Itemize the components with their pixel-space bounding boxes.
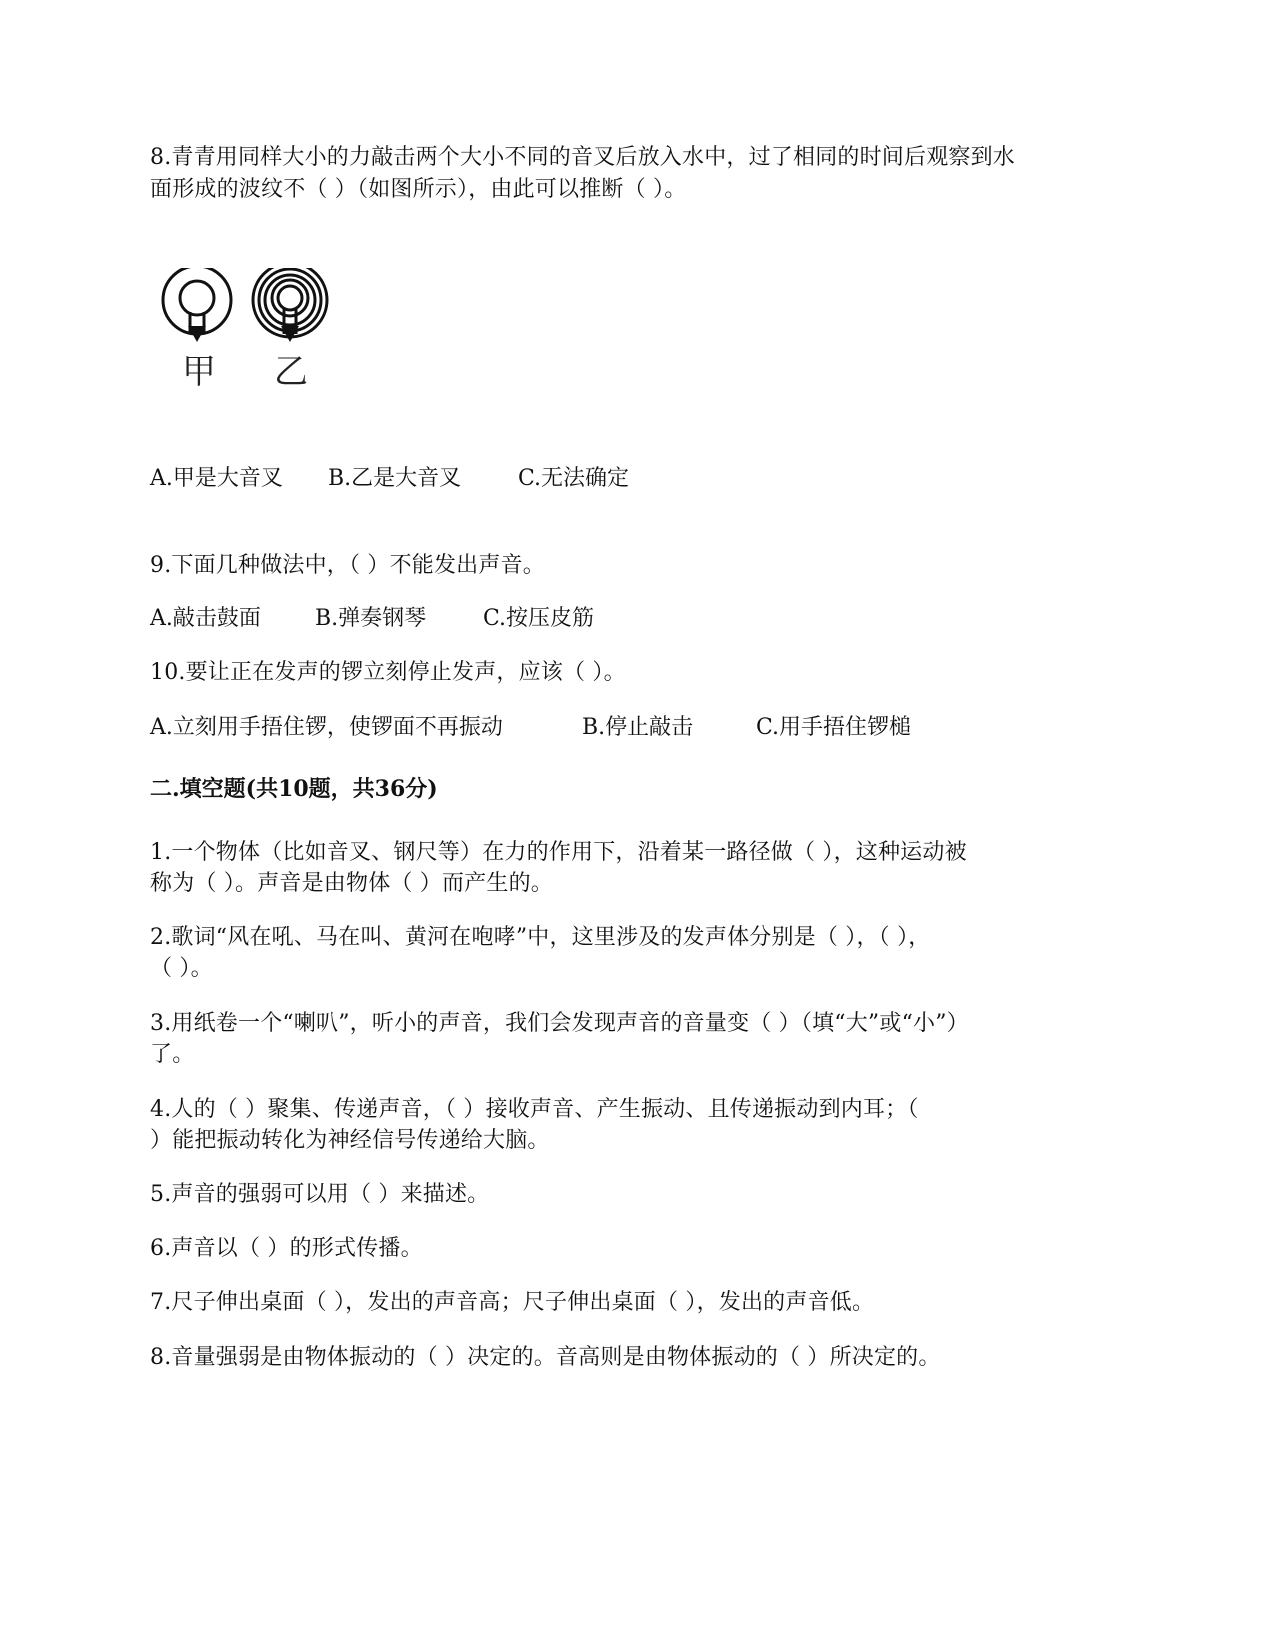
question-9-option-c: C.按压皮筋 <box>483 606 595 631</box>
ripple-b-graphic <box>253 268 327 342</box>
question-10-options <box>150 712 911 744</box>
question-8-options <box>150 463 629 495</box>
tuning-fork-ripple-figure <box>160 268 360 418</box>
fill-question-1-line-1: 1.一个物体（比如音叉、钢尺等）在力的作用下，沿着某一路径做（ ），这种运动被 <box>150 840 967 865</box>
question-9-text: 9.下面几种做法中，（ ）不能发出声音。 <box>150 553 545 578</box>
fill-question-8: 8.音量强弱是由物体振动的（ ）决定的。音高则是由物体振动的（ ）所决定的。 <box>150 1345 941 1370</box>
question-9-option-a: A.敲击鼓面 <box>150 606 261 631</box>
fill-question-2-line-2: （ ）。 <box>150 956 213 981</box>
section-2-heading: 二.填空题(共10题，共36分) <box>150 776 438 802</box>
fill-question-2-line-1: 2.歌词“风在吼、马在叫、黄河在咆哮”中，这里涉及的发声体分别是（ ），（ ）， <box>150 925 931 950</box>
question-9-options <box>150 603 594 635</box>
fill-question-7: 7.尺子伸出桌面（ ），发出的声音高；尺子伸出桌面（ ），发出的声音低。 <box>150 1290 875 1315</box>
question-8-option-b: B.乙是大音叉 <box>328 466 462 491</box>
ripple-a-graphic <box>163 268 231 342</box>
fill-question-3-line-2: 了。 <box>150 1042 195 1067</box>
question-10-option-a: A.立刻用手捂住锣，使锣面不再振动 <box>150 715 503 740</box>
question-10-text: 10.要让正在发声的锣立刻停止发声，应该（ ）。 <box>150 660 626 685</box>
figure-label-a: 甲 <box>182 352 216 392</box>
figure-label-b: 乙 <box>274 352 308 392</box>
fill-question-4-line-1: 4.人的（ ）聚集、传递声音，（ ）接收声音、产生振动、且传递振动到内耳；（ <box>150 1097 919 1122</box>
fill-question-4-line-2: ）能把振动转化为神经信号传递给大脑。 <box>150 1128 550 1153</box>
question-10-option-b: B.停止敲击 <box>582 715 694 740</box>
fill-question-6: 6.声音以（ ）的形式传播。 <box>150 1236 423 1261</box>
fill-question-3-line-1: 3.用纸卷一个“喇叭”，听小的声音，我们会发现声音的音量变（ ）（填“大”或“小”） <box>150 1011 969 1036</box>
question-8-line-2: 面形成的波纹不（ ）（如图所示），由此可以推断（ ）。 <box>150 177 687 202</box>
question-10-option-c: C.用手捂住锣槌 <box>756 715 912 740</box>
question-9-option-b: B.弹奏钢琴 <box>315 606 427 631</box>
question-8-option-a: A.甲是大音叉 <box>150 466 283 491</box>
question-8-option-c: C.无法确定 <box>518 466 630 491</box>
fill-question-1-line-2: 称为（ ）。声音是由物体（ ）而产生的。 <box>150 871 553 896</box>
fill-question-5: 5.声音的强弱可以用（ ）来描述。 <box>150 1182 490 1207</box>
question-8-line-1: 8.青青用同样大小的力敲击两个大小不同的音叉后放入水中，过了相同的时间后观察到水 <box>150 145 1015 170</box>
